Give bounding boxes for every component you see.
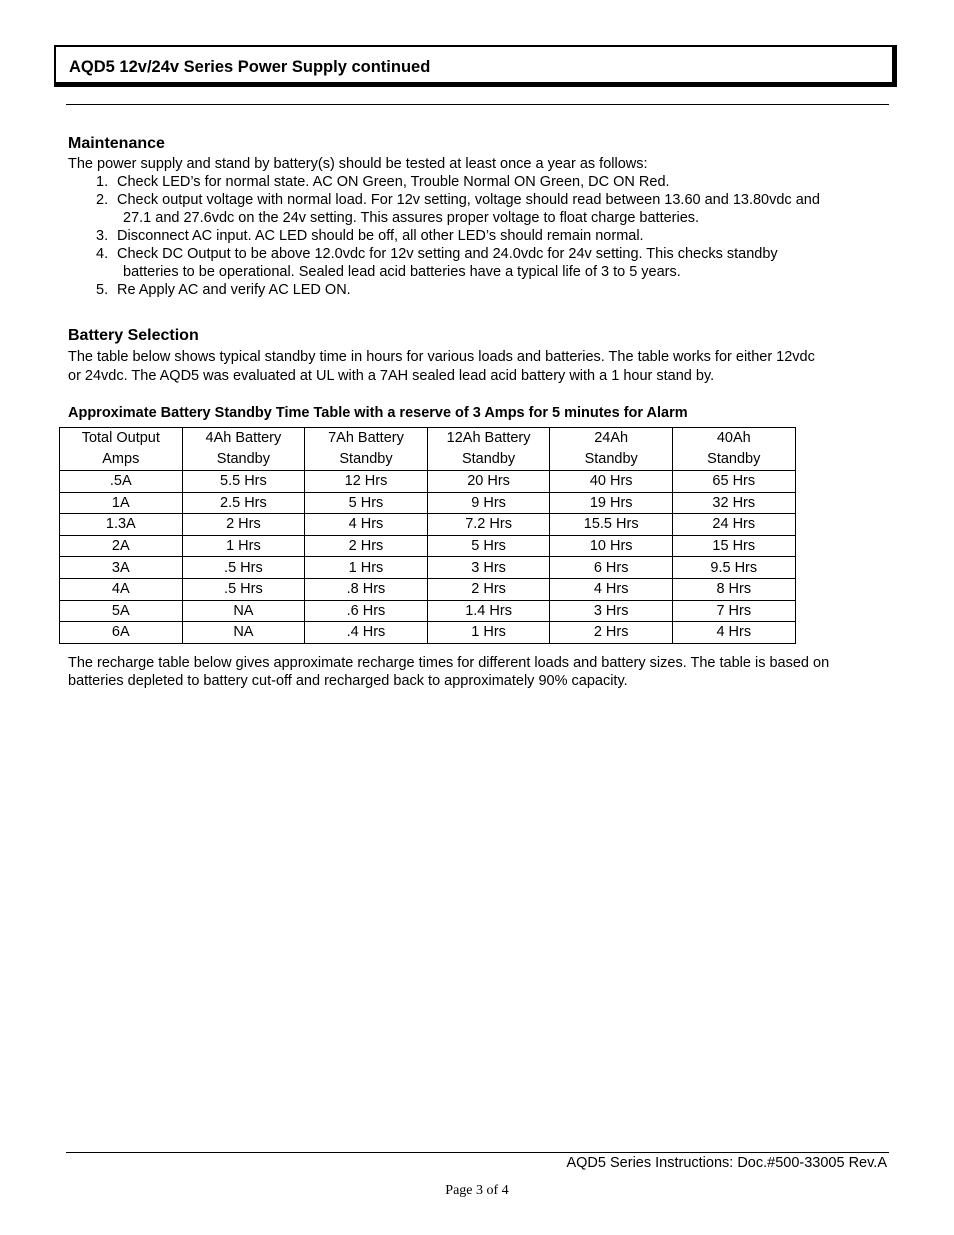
step-text: Check DC Output to be above 12.0vdc for 12v setting and 24.0vdc for 24v setting. This checks standby (117, 246, 778, 262)
maintenance-heading: Maintenance (68, 135, 165, 152)
table-cell: .8 Hrs (305, 578, 428, 600)
table-cell: 2 Hrs (182, 514, 305, 536)
column-header: 12Ah Battery Standby (427, 428, 550, 471)
table-cell: NA (182, 600, 305, 622)
column-header: 40Ah Standby (672, 428, 795, 471)
column-header: 24Ah Standby (550, 428, 673, 471)
maintenance-intro: The power supply and stand by battery(s) should be tested at least once a year as follows: (68, 156, 648, 172)
table-cell: 1 Hrs (305, 557, 428, 579)
table-cell: 3A (60, 557, 183, 579)
table-cell: 8 Hrs (672, 578, 795, 600)
table-header-row (60, 428, 796, 471)
page-number: Page 3 of 4 (445, 1183, 509, 1198)
table-row (60, 492, 796, 514)
table-row (60, 535, 796, 557)
table-cell: 1.3A (60, 514, 183, 536)
table-cell: 5 Hrs (305, 492, 428, 514)
table-cell: 4 Hrs (305, 514, 428, 536)
column-header: 7Ah Battery Standby (305, 428, 428, 471)
table-row (60, 514, 796, 536)
step-text-continued: 27.1 and 27.6vdc on the 24v setting. This assures proper voltage to float charge batteries. (123, 210, 700, 226)
table-row (60, 578, 796, 600)
table-cell: 65 Hrs (672, 471, 795, 493)
table-cell: .6 Hrs (305, 600, 428, 622)
table-cell: NA (182, 622, 305, 644)
table-cell: 1 Hrs (427, 622, 550, 644)
step-text: Check output voltage with normal load. For 12v setting, voltage should read between 13.60 and 13.80vdc and (117, 192, 820, 208)
table-cell: 3 Hrs (427, 557, 550, 579)
table-cell: 1 Hrs (182, 535, 305, 557)
table-cell: 5A (60, 600, 183, 622)
table-cell: 12 Hrs (305, 471, 428, 493)
table-cell: 7.2 Hrs (427, 514, 550, 536)
table-cell: 6A (60, 622, 183, 644)
battery-selection-heading: Battery Selection (68, 327, 199, 344)
table-cell: 1A (60, 492, 183, 514)
table-cell: 9 Hrs (427, 492, 550, 514)
table-cell: 7 Hrs (672, 600, 795, 622)
recharge-intro-line: batteries depleted to battery cut-off and recharged back to approximately 90% capacity. (68, 673, 628, 689)
table-cell: .5 Hrs (182, 578, 305, 600)
table-cell: 9.5 Hrs (672, 557, 795, 579)
table-cell: 4A (60, 578, 183, 600)
header-divider (66, 104, 889, 105)
table-cell: 6 Hrs (550, 557, 673, 579)
table-cell: 15 Hrs (672, 535, 795, 557)
table-cell: 5.5 Hrs (182, 471, 305, 493)
table-cell: 19 Hrs (550, 492, 673, 514)
step-number: 2. (96, 192, 109, 208)
table-cell: 2 Hrs (427, 578, 550, 600)
header-box (54, 45, 897, 87)
step-text: Check LED’s for normal state. AC ON Green, Trouble Normal ON Green, DC ON Red. (117, 174, 670, 190)
standby-table-title: Approximate Battery Standby Time Table with a reserve of 3 Amps for 5 minutes for Alarm (68, 405, 688, 421)
step-number: 3. (96, 228, 109, 244)
standby-time-table (59, 427, 796, 644)
table-cell: 2A (60, 535, 183, 557)
table-row (60, 622, 796, 644)
step-number: 5. (96, 282, 109, 298)
column-header: Total Output Amps (60, 428, 183, 471)
table-cell: 24 Hrs (672, 514, 795, 536)
table-cell: 5 Hrs (427, 535, 550, 557)
column-header: 4Ah Battery Standby (182, 428, 305, 471)
step-text-continued: batteries to be operational. Sealed lead acid batteries have a typical life of 3 to 5 years. (123, 264, 681, 280)
step-number: 4. (96, 246, 109, 262)
step-text: Disconnect AC input. AC LED should be off, all other LED’s should remain normal. (117, 228, 644, 244)
table-cell: .5 Hrs (182, 557, 305, 579)
table-cell: 20 Hrs (427, 471, 550, 493)
table-cell: .5A (60, 471, 183, 493)
table-cell: 1.4 Hrs (427, 600, 550, 622)
page-title: AQD5 12v/24v Series Power Supply continued (69, 58, 431, 76)
table-cell: 2.5 Hrs (182, 492, 305, 514)
table-cell: 3 Hrs (550, 600, 673, 622)
table-row (60, 600, 796, 622)
footer-doc-reference: AQD5 Series Instructions: Doc.#500-33005 Rev.A (566, 1155, 887, 1171)
table-cell: 2 Hrs (305, 535, 428, 557)
footer-divider (66, 1152, 889, 1153)
recharge-intro-line: The recharge table below gives approximate recharge times for different loads and battery sizes. The table is based on (68, 655, 830, 671)
battery-intro-line: The table below shows typical standby time in hours for various loads and batteries. The table works for either 12vdc (68, 349, 815, 365)
table-cell: 40 Hrs (550, 471, 673, 493)
battery-intro-line: or 24vdc. The AQD5 was evaluated at UL with a 7AH sealed lead acid battery with a 1 hour stand by. (68, 368, 715, 384)
table-cell: .4 Hrs (305, 622, 428, 644)
table-cell: 4 Hrs (550, 578, 673, 600)
table-cell: 4 Hrs (672, 622, 795, 644)
table-cell: 2 Hrs (550, 622, 673, 644)
step-number: 1. (96, 174, 109, 190)
table-row (60, 557, 796, 579)
step-text: Re Apply AC and verify AC LED ON. (117, 282, 351, 298)
table-row (60, 471, 796, 493)
table-cell: 10 Hrs (550, 535, 673, 557)
table-cell: 15.5 Hrs (550, 514, 673, 536)
table-cell: 32 Hrs (672, 492, 795, 514)
